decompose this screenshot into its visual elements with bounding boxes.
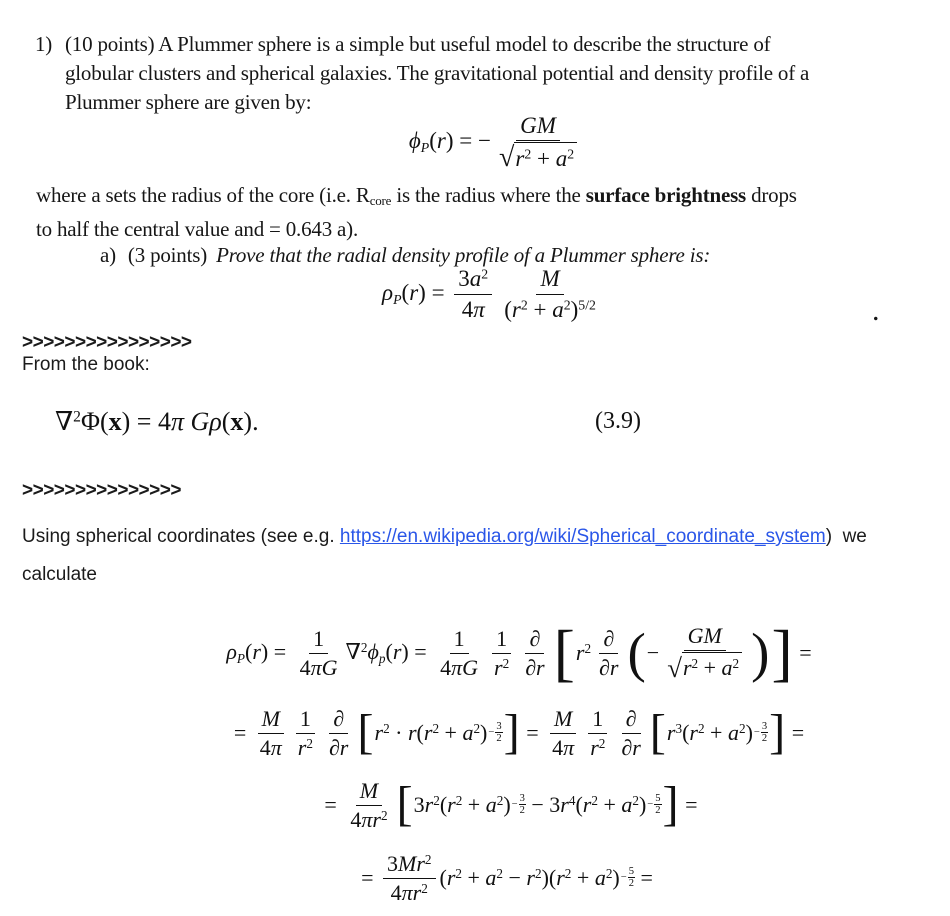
math-sup: 2 xyxy=(481,266,489,282)
math-exponent-sign: − xyxy=(647,799,654,811)
spherical-post: ) we xyxy=(825,526,867,547)
math-radical xyxy=(667,652,742,681)
math-numerator xyxy=(588,706,607,734)
separator-line-1: >>>>>>>>>>>>>>>> xyxy=(22,332,192,353)
math-exponent-fraction xyxy=(512,793,526,816)
math-text: 1 xyxy=(592,705,604,731)
math-var: r xyxy=(682,655,692,681)
math-radical xyxy=(499,142,577,172)
math-sup: 2 xyxy=(502,655,510,671)
math-var: r xyxy=(409,279,419,305)
math-var: r xyxy=(447,792,456,817)
math-text: ( xyxy=(439,865,447,890)
math-text: 4 xyxy=(299,654,311,680)
math-exponent-fraction xyxy=(647,793,661,816)
math-row xyxy=(794,640,812,666)
math-exponent-stack xyxy=(495,721,502,744)
math-fraction xyxy=(521,626,548,681)
math-sup: 2 xyxy=(496,865,503,881)
derivation-line-3: = $\frac{M}{4\pi r^2}$ [ $3r^2(r^2 + a^2)$ − $\frac{3}{2}$ − $3r^4(r^2 + a^2)$ − $\frac{5}{2}$ ] = xyxy=(324,777,698,832)
math-denominator xyxy=(663,651,746,682)
math-var: r xyxy=(252,639,261,665)
derivation-line-1: ρP(r) = $\frac{1}{4\pi G}$ ∇$^2$ϕp(r) = $\frac{1}{4\pi G}$ $\frac{1}{r^2}$ ∂ ∂r [ $r^2$ ∂ ∂r ( − GM √ $r^2 + a^2$ ) ] = xyxy=(226,617,812,688)
math-text: 4 xyxy=(350,806,362,832)
radical-sign-icon: √ xyxy=(667,652,682,683)
math-text: ) xyxy=(570,296,579,322)
math-text: ( xyxy=(401,279,410,305)
math-exponent-denominator: 2 xyxy=(628,878,634,890)
math-exponent-fraction xyxy=(754,721,768,744)
math-var: r xyxy=(494,654,503,680)
math-var: π xyxy=(473,296,485,322)
math-text: = xyxy=(361,865,380,890)
radical-sign-icon: √ xyxy=(498,142,515,174)
math-text: + xyxy=(439,720,463,745)
math-text: 3 xyxy=(387,850,399,876)
math-sup: 2 xyxy=(632,792,639,808)
math-denominator xyxy=(294,734,317,761)
math-denominator xyxy=(490,654,513,681)
math-radicand xyxy=(514,142,577,172)
math-denominator xyxy=(296,654,342,681)
math-sup: 2 xyxy=(534,865,542,881)
math-fraction xyxy=(296,626,342,681)
problem-line-2: globular clusters and spherical galaxies. The gravitational potential and density profile of a xyxy=(65,61,810,85)
trailing-period: . xyxy=(872,294,880,327)
math-var: ∂r xyxy=(525,654,545,680)
math-sup: 2 xyxy=(433,792,440,808)
math-fraction xyxy=(617,706,644,761)
math-exponent-stack xyxy=(628,866,635,889)
math-text: = xyxy=(324,792,343,817)
core-note-mid: is the radius where the xyxy=(391,183,586,207)
math-text: ) = − xyxy=(445,127,491,153)
math-var: a xyxy=(469,266,482,292)
math-numerator xyxy=(309,626,328,654)
math-var: r xyxy=(575,640,585,665)
math-denominator xyxy=(586,734,609,761)
math-var: ϕ xyxy=(367,639,379,665)
math-text: ( xyxy=(416,720,424,745)
math-sup: 2 xyxy=(591,792,598,808)
math-sup: 2 xyxy=(697,720,705,736)
density-equation xyxy=(0,263,950,325)
math-row xyxy=(55,407,259,437)
math-denominator xyxy=(458,295,489,323)
math-var: ρ xyxy=(209,407,222,436)
math-text: ∇ xyxy=(55,407,74,436)
math-sup: 2 xyxy=(598,735,606,751)
separator-line-2: >>>>>>>>>>>>>>> xyxy=(22,480,181,501)
book-equation xyxy=(55,398,259,446)
math-sup: 2 xyxy=(360,639,368,655)
math-row xyxy=(647,640,659,666)
math-sup: 2 xyxy=(383,720,390,736)
math-numerator xyxy=(450,626,469,654)
math-var: ∂r xyxy=(599,654,619,680)
math-var: π xyxy=(563,734,575,760)
math-fraction xyxy=(346,778,391,833)
math-sup: 2 xyxy=(732,656,740,672)
math-exponent-numerator: 5 xyxy=(655,793,661,805)
math-sup: 2 xyxy=(73,408,81,426)
math-var: a xyxy=(462,720,474,745)
math-radicand xyxy=(682,652,742,681)
math-exponent-denominator: 2 xyxy=(519,805,525,817)
math-var: ∂ xyxy=(529,625,541,651)
math-fraction xyxy=(663,623,746,682)
math-sub: p xyxy=(378,650,386,666)
math-text: ). xyxy=(243,407,259,436)
math-text: = xyxy=(786,720,805,745)
math-text: )( xyxy=(541,865,557,890)
math-var: r xyxy=(407,720,417,745)
math-var: πr xyxy=(401,879,422,905)
math-text: 4 xyxy=(259,734,271,760)
math-text: ) = 4 xyxy=(121,407,171,436)
math-text: 4 xyxy=(440,654,452,680)
math-fraction xyxy=(454,265,492,322)
math-text: ) xyxy=(612,865,620,890)
math-text: + xyxy=(461,865,486,890)
math-text: − xyxy=(503,865,527,890)
surface-brightness-bold: surface brightness xyxy=(585,183,747,207)
math-text: ( xyxy=(429,127,437,153)
math-var: πr xyxy=(361,806,381,832)
math-var: M xyxy=(554,705,573,731)
math-exponent-fraction xyxy=(621,866,635,889)
math-var: ϕ xyxy=(408,127,421,153)
math-text: ∇ xyxy=(345,639,361,665)
core-radius-line-2: to half the central value and = 0.643 a). xyxy=(36,217,359,241)
math-var: r xyxy=(392,639,402,665)
math-sup: 2 xyxy=(524,146,532,162)
math-text: ) xyxy=(503,792,511,817)
math-var: πG xyxy=(451,654,479,680)
math-exponent-sign: − xyxy=(753,727,760,739)
spherical-note-line-2: calculate xyxy=(22,564,97,585)
math-var: ∂ xyxy=(603,625,615,651)
math-text: = xyxy=(634,865,653,890)
math-row xyxy=(440,865,653,891)
math-var: π xyxy=(270,734,282,760)
equation-number: (3.9) xyxy=(595,408,641,434)
math-var: r xyxy=(374,720,384,745)
math-var: GM xyxy=(687,623,722,649)
potential-equation xyxy=(0,110,950,174)
math-var: ∂r xyxy=(328,734,349,760)
math-text: ) xyxy=(638,792,647,817)
math-exponent-sign: − xyxy=(620,872,627,884)
math-row xyxy=(680,792,698,818)
math-sup: 2 xyxy=(520,296,528,312)
spherical-pre: Using spherical coordinates (see e.g. xyxy=(22,526,340,547)
math-row xyxy=(414,792,662,818)
math-text: 3 xyxy=(413,792,425,817)
math-sup: 2 xyxy=(432,720,440,736)
derivation-line-4 xyxy=(0,845,950,911)
math-text: − 3 xyxy=(525,792,561,817)
part-a-marker: a) xyxy=(100,243,116,267)
math-sup: 2 xyxy=(424,851,432,867)
math-var: πG xyxy=(310,654,338,680)
core-radius-line-1 xyxy=(36,181,936,215)
math-denominator xyxy=(548,734,578,761)
math-denominator xyxy=(595,654,622,681)
math-exponent-denominator: 2 xyxy=(496,733,502,745)
math-text: 1 xyxy=(496,625,508,651)
math-fraction xyxy=(595,626,622,681)
math-var: r xyxy=(556,865,565,890)
math-exponent-numerator: 5 xyxy=(628,866,634,878)
math-sub: P xyxy=(420,140,430,156)
problem-line-1-text: (10 points) A Plummer sphere is a simple but useful model to describe the structure of xyxy=(65,32,771,56)
math-exponent-stack xyxy=(761,721,768,744)
math-denominator xyxy=(325,734,352,761)
math-sup: 5/2 xyxy=(578,296,596,312)
math-var: r xyxy=(560,792,569,817)
math-text: 1 xyxy=(453,625,465,651)
math-bold: x xyxy=(230,407,244,436)
math-row xyxy=(382,280,450,308)
math-var: π G xyxy=(170,407,210,436)
math-var: r xyxy=(511,296,521,322)
math-sup: 3 xyxy=(675,720,683,736)
math-numerator xyxy=(258,706,284,734)
math-text: ( xyxy=(221,407,231,436)
math-sup: 2 xyxy=(473,720,481,736)
math-row xyxy=(667,720,768,746)
math-var: ∂r xyxy=(621,734,641,760)
math-fraction xyxy=(500,265,600,322)
math-bold: x xyxy=(108,407,122,436)
math-text: = xyxy=(679,792,698,817)
math-text: 4 xyxy=(390,879,402,905)
math-exponent-fraction xyxy=(488,721,502,744)
math-sup: 4 xyxy=(568,792,576,808)
math-sup: 2 xyxy=(455,792,463,808)
math-numerator xyxy=(536,265,563,294)
math-numerator xyxy=(383,851,435,879)
math-sup: 2 xyxy=(563,296,571,312)
math-var: r xyxy=(423,720,433,745)
math-row xyxy=(234,720,252,746)
math-sup: 2 xyxy=(421,880,428,896)
math-text: + xyxy=(597,792,622,817)
math-exponent-stack xyxy=(519,793,526,816)
math-denominator xyxy=(346,806,391,833)
math-var: r xyxy=(582,792,592,817)
math-numerator xyxy=(454,265,492,294)
math-text: ( xyxy=(385,639,393,665)
math-fraction xyxy=(325,706,352,761)
math-numerator xyxy=(516,112,560,141)
math-sub: P xyxy=(236,650,245,666)
math-var: a xyxy=(485,792,497,817)
math-var: r xyxy=(689,720,698,745)
math-denominator xyxy=(256,734,286,761)
math-denominator xyxy=(500,295,600,323)
math-row xyxy=(346,639,433,667)
spherical-note-line-1 xyxy=(22,526,867,548)
math-var: r xyxy=(590,734,599,760)
math-var: M xyxy=(359,777,379,803)
math-text: + xyxy=(531,145,556,171)
math-text: 4 xyxy=(552,734,564,760)
math-denominator xyxy=(436,654,482,681)
math-var: r xyxy=(297,734,307,760)
math-text: ) xyxy=(745,720,753,745)
math-exponent-denominator: 2 xyxy=(761,733,768,745)
math-var: ρ xyxy=(226,639,237,665)
math-numerator xyxy=(356,778,382,806)
math-fraction xyxy=(586,706,609,761)
problem-number: 1) xyxy=(35,32,53,56)
math-var: a xyxy=(485,865,497,890)
math-var: ∂ xyxy=(625,705,637,731)
math-sup: 2 xyxy=(584,640,592,656)
math-text: = xyxy=(793,640,812,665)
math-fraction xyxy=(294,706,317,761)
math-row xyxy=(375,720,503,746)
math-text: 4 xyxy=(461,296,474,322)
math-sup: 2 xyxy=(567,146,575,162)
math-numerator xyxy=(550,706,576,734)
math-row xyxy=(226,639,291,667)
math-var: r xyxy=(424,792,434,817)
part-a-points: (3 points) xyxy=(127,243,207,267)
math-fraction xyxy=(383,851,435,906)
math-fraction xyxy=(436,626,482,681)
math-row xyxy=(786,720,804,746)
math-text: ) = xyxy=(260,639,292,665)
math-var: ρ xyxy=(382,279,394,305)
math-text: 1 xyxy=(313,625,325,651)
math-sub: P xyxy=(393,292,402,308)
math-exponent-sign: − xyxy=(511,799,518,811)
math-numerator xyxy=(599,626,618,654)
math-sup: 2 xyxy=(564,865,572,881)
math-numerator xyxy=(622,706,641,734)
math-numerator xyxy=(329,706,348,734)
math-text: ) xyxy=(480,720,488,745)
math-var: a xyxy=(552,296,564,322)
math-fraction xyxy=(256,706,286,761)
math-fraction xyxy=(495,112,581,172)
math-denominator xyxy=(387,879,432,906)
math-numerator xyxy=(525,626,544,654)
math-fraction xyxy=(548,706,578,761)
math-text: ( xyxy=(244,639,253,665)
math-exponent-numerator: 3 xyxy=(761,721,768,733)
math-var: a xyxy=(727,720,739,745)
math-denominator xyxy=(521,654,548,681)
math-numerator xyxy=(684,623,726,651)
math-text: ) = xyxy=(401,639,433,665)
math-row xyxy=(521,720,544,746)
math-text: 3 xyxy=(458,266,470,292)
math-var: r xyxy=(666,720,676,745)
math-sup: 2 xyxy=(738,720,746,736)
math-numerator xyxy=(492,626,511,654)
math-exponent-stack xyxy=(654,793,661,816)
math-var: r xyxy=(436,127,446,153)
math-denominator xyxy=(617,734,644,761)
math-text: ( xyxy=(575,792,583,817)
math-text: − xyxy=(646,640,660,665)
math-sup: 2 xyxy=(605,865,613,881)
math-text: ( xyxy=(682,720,690,745)
math-var: r xyxy=(515,145,525,171)
math-var: Mr xyxy=(398,850,425,876)
math-var: GM xyxy=(520,112,556,138)
math-sup: 2 xyxy=(380,807,388,823)
math-var: ∂ xyxy=(333,705,345,731)
math-text: ) = xyxy=(418,279,451,305)
derivation-line-2: = $\frac{M}{4\pi}$ $\frac{1}{r^2}$ ∂ ∂r [ $r^2 \cdot r(r^2 + a^2)$ − $\frac{3}{2}$ ] = $\frac{M}{4\pi}$ $\frac{1}{r^2}$ ∂ ∂r [ $r^3(r^2 + a^2)$ − $\frac{3}{2}$ ] = xyxy=(233,705,805,760)
math-var: r xyxy=(526,865,535,890)
math-text: ( xyxy=(504,296,512,322)
math-text: 1 xyxy=(299,705,311,731)
math-text: = xyxy=(233,720,252,745)
math-exponent-sign: − xyxy=(488,727,495,739)
part-a-italic-text: Prove that the radial density profile of a Plummer sphere is: xyxy=(216,243,711,267)
math-var: M xyxy=(261,705,280,731)
math-sup: 2 xyxy=(306,735,313,751)
math-var: a xyxy=(721,655,733,681)
problem-statement xyxy=(35,30,935,117)
wiki-link[interactable]: https://en.wikipedia.org/wiki/Spherical_coordinate_system xyxy=(339,526,826,547)
math-text: · xyxy=(389,720,408,745)
from-book-label: From the book: xyxy=(22,354,150,375)
math-var: a xyxy=(555,145,568,171)
math-sup: 2 xyxy=(496,792,504,808)
core-subscript: core xyxy=(369,193,392,208)
math-var: a xyxy=(621,792,633,817)
core-note-post: drops xyxy=(746,183,797,207)
math-numerator xyxy=(296,706,315,734)
problem-line-1 xyxy=(35,30,935,59)
math-sup: 2 xyxy=(691,656,699,672)
problem-line-3: Plummer sphere are given by: xyxy=(65,90,312,114)
math-text: + xyxy=(698,655,722,681)
math-text: Φ( xyxy=(80,407,109,436)
math-var: a xyxy=(594,865,606,890)
math-denominator xyxy=(495,141,581,172)
core-note-pre: where a sets the radius of the core (i.e. R xyxy=(36,183,370,207)
core-radius-note xyxy=(36,181,936,244)
math-text: = xyxy=(520,720,545,745)
math-text: + xyxy=(462,792,486,817)
math-exponent-numerator: 3 xyxy=(496,721,502,733)
math-var: r xyxy=(446,865,456,890)
math-text: + xyxy=(704,720,728,745)
math-text: + xyxy=(527,296,553,322)
math-var: M xyxy=(540,266,560,292)
math-fraction xyxy=(490,626,513,681)
math-sup: 2 xyxy=(455,865,462,881)
math-row xyxy=(409,128,491,156)
math-row xyxy=(576,640,591,666)
math-text: ( xyxy=(439,792,448,817)
math-row xyxy=(324,792,342,818)
math-row xyxy=(361,865,379,891)
math-text: + xyxy=(571,865,595,890)
math-exponent-denominator: 2 xyxy=(655,805,661,817)
math-exponent-numerator: 3 xyxy=(519,793,525,805)
